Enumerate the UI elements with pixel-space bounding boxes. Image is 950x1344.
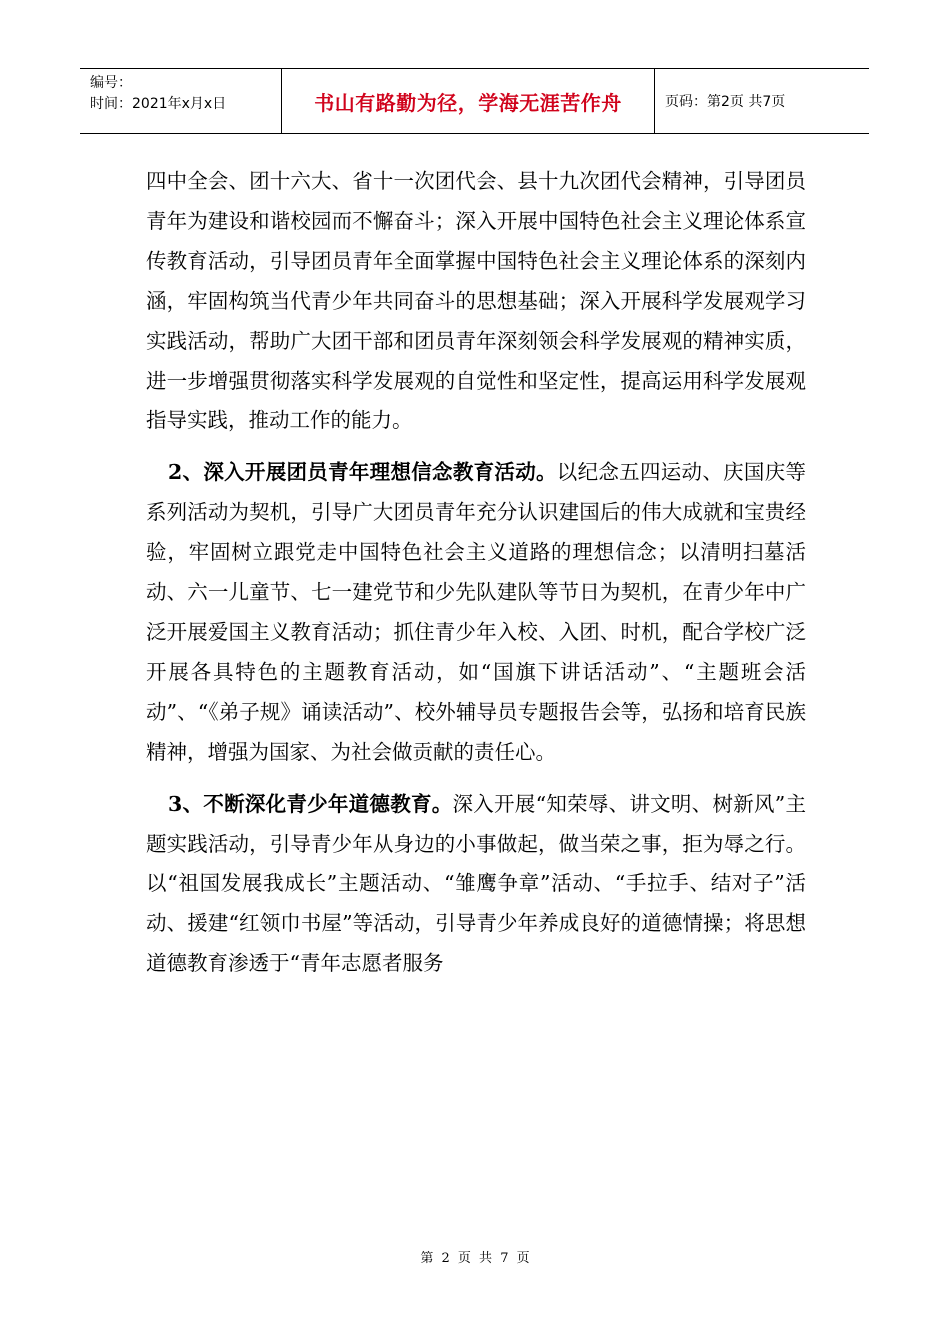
document-time-label: 时间：2021年x月x日 bbox=[90, 96, 227, 112]
body-paragraph-1 bbox=[146, 162, 806, 441]
document-number-label: 编号： bbox=[90, 75, 132, 91]
page-header bbox=[80, 68, 869, 134]
header-meta bbox=[80, 69, 282, 133]
paragraph-text: 以纪念五四运动、庆国庆等系列活动为契机，引导广大团员青年充分认识建国后的伟大成就和宝贵经验，牢固树立跟党走中国特色社会主义道路的理想信念；以清明扫墓活动、六一儿童节、七一建党节和少先队建队等节日为契机，在青少年中广泛开展爱国主义教育活动；抓住青少年入校、入团、时机，配合学校广泛开展各具特色的主题教育活动，如“国旗下讲话活动”、“主题班会活动”、“《弟子规》诵读活动”、校外辅导员专题报告会等，弘扬和培育民族精神，增强为国家、为社会做贡献的责任心。 bbox=[146, 460, 806, 764]
header-page-info: 页码：第2页 共7页 bbox=[665, 94, 786, 110]
header-motto: 书山有路勤为径，学海无涯苦作舟 bbox=[282, 69, 655, 133]
body-paragraph-2 bbox=[146, 453, 806, 772]
paragraph-text: 深入开展“知荣辱、讲文明、树新风”主题实践活动，引导青少年从身边的小事做起，做当荣之事，拒为辱之行。以“祖国发展我成长”主题活动、“雏鹰争章”活动、“手拉手、结对子”活动、援建“红领巾书屋”等活动，引导青少年养成良好的道德情操；将思想道德教育渗透于“青年志愿者服务 bbox=[146, 791, 806, 976]
paragraph-text: 四中全会、团十六大、省十一次团代会、县十九次团代会精神，引导团员青年为建设和谐校园而不懈奋斗；深入开展中国特色社会主义理论体系宣传教育活动，引导团员青年全面掌握中国特色社会主义理论体系的深刻内涵，牢固构筑当代青少年共同奋斗的思想基础；深入开展科学发展观学习实践活动，帮助广大团干部和团员青年深刻领会科学发展观的精神实质，进一步增强贯彻落实科学发展观的自觉性和坚定性，提高运用科学发展观指导实践，推动工作的能力。 bbox=[146, 169, 806, 433]
paragraph-heading: 2、深入开展团员青年理想信念教育活动。 bbox=[168, 460, 557, 485]
paragraph-heading: 3、不断深化青少年道德教育。 bbox=[168, 791, 453, 816]
page-footer: 第 2 页 共 7 页 bbox=[420, 1251, 530, 1266]
body-paragraph-3 bbox=[146, 785, 806, 985]
document-body bbox=[146, 162, 806, 984]
